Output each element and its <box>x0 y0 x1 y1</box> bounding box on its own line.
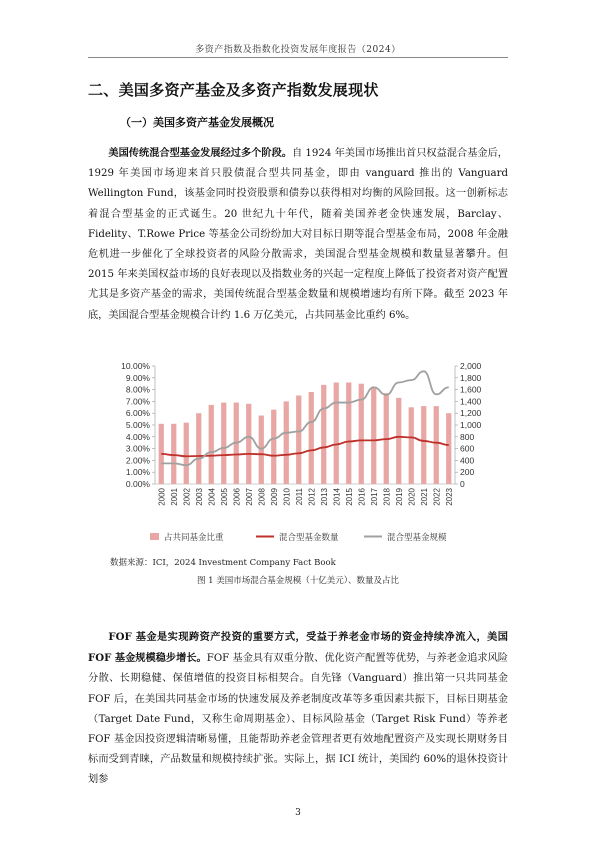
right-tick-label: 800 <box>460 431 475 442</box>
paragraph-1-body: 自 1924 年美国市场推出首只权益混合基金后，1929 年美国市场迎来首只股债混合型共同基金，即由 vanguard 推出的 Vanguard Wellington Fund，该基金同时投资股票和债券以获得相对均衡的风险回报。这一创新标志着混合型基金的正式诞生。20 世纪九十年代，随着美国养老金快速发展，Barclay、Fidelity、T.Rowe Price 等基金公司纷纷加大对目标日期等混合型基金布局，2008 年金融危机进一步催化了全球投资者的风险分散需求，美国混合型基金规模和数量显著攀升。但 2015 年来美国权益市场的良好表现以及指数业务的兴起一定程度上降低了投资者对资产配置尤其是多资产基金的需求，美国传统混合型基金数量和规模增速均有所下降。截至 2023 年底，美国混合型基金规模合计约 1.6 万亿美元，占共同基金比重约 6%。 <box>88 148 508 321</box>
bar-share <box>409 407 414 484</box>
x-tick-label: 2017 <box>369 488 379 506</box>
right-tick-label: 200 <box>460 467 475 478</box>
paragraph-2-body: FOF 基金具有双重分散、优化资产配置等优势，与养老金追求风险分散、长期稳健、保值增值的投资目标相契合。自先锋（Vanguard）推出第一只共同基金 FOF 后，在美国共同基金市场的快速发展及养老制度改革等多重因素共振下，目标日期基金（Target Date Fund，又称生命周期基金）、目标风险基金（Target Risk Fund）等养老 FOF 基金因投资逻辑清晰易懂，且能帮助养老金管理者更有效地配置资产及实现长期财务目标而受到青睐，产品数量和规模持续扩张。实际上，据 ICI 统计，美国约 60%的退休投资计划参 <box>88 653 508 786</box>
paragraph-2-lead: FOF 基金是实现跨资产投资的重要方式，受益于养老金市场的资金持续净流入，美国 FOF 基金规模稳步增长。 <box>88 631 508 665</box>
x-tick-label: 2011 <box>294 488 304 506</box>
bar-share <box>271 410 276 484</box>
bar-share <box>309 392 314 484</box>
left-tick-label: 3.00% <box>125 443 150 454</box>
paragraph-1 <box>88 143 508 326</box>
left-tick-label: 9.00% <box>125 372 150 383</box>
right-tick-label: 1,200 <box>460 408 482 419</box>
bar-share <box>246 404 251 484</box>
x-tick-label: 2000 <box>157 488 167 506</box>
section-title: 二、美国多资产基金及多资产指数发展现状 <box>88 81 379 99</box>
legend-label: 混合型基金数量 <box>279 532 339 542</box>
bar-share <box>259 416 264 484</box>
x-tick-label: 2014 <box>332 488 342 506</box>
line-fund-count <box>161 437 449 456</box>
x-tick-label: 2022 <box>432 488 442 506</box>
x-tick-label: 2005 <box>219 488 229 506</box>
right-tick-label: 2,000 <box>460 361 482 371</box>
x-tick-label: 2002 <box>182 488 192 506</box>
page-number: 3 <box>295 808 301 818</box>
right-tick-label: 400 <box>460 455 475 466</box>
bar-share <box>221 403 226 484</box>
left-tick-label: 10.00% <box>121 361 150 371</box>
left-tick-label: 4.00% <box>125 431 150 442</box>
left-tick-label: 1.00% <box>125 467 150 478</box>
legend-label: 占共同基金比重 <box>164 532 224 542</box>
left-tick-label: 0.00% <box>125 479 150 489</box>
right-tick-label: 0 <box>460 479 465 489</box>
x-tick-label: 2004 <box>207 488 217 506</box>
right-tick-label: 1,600 <box>460 384 482 395</box>
paragraph-2 <box>88 627 508 791</box>
header-rule <box>88 57 508 58</box>
x-tick-label: 2003 <box>194 488 204 506</box>
x-tick-label: 2021 <box>419 488 429 506</box>
left-tick-label: 8.00% <box>125 384 150 395</box>
x-tick-label: 2013 <box>319 488 329 506</box>
x-tick-label: 2009 <box>269 488 279 506</box>
left-tick-label: 7.00% <box>125 396 150 407</box>
bar-share <box>371 387 376 484</box>
paragraph-1-lead: 美国传统混合型基金发展经过多个阶段。 <box>108 147 292 159</box>
x-tick-label: 2007 <box>244 488 254 506</box>
figure-caption: 图 1 美国市场混合基金规模（十亿美元）、数量及占比 <box>196 576 400 586</box>
left-tick-label: 2.00% <box>125 455 150 466</box>
left-tick-label: 6.00% <box>125 408 150 419</box>
legend-swatch-share <box>150 533 159 540</box>
running-header: 多资产指数及指数化投资发展年度报告（2024） <box>195 45 401 55</box>
bar-share <box>334 383 339 484</box>
bar-share <box>321 385 326 484</box>
x-tick-label: 2015 <box>344 488 354 506</box>
bar-share <box>396 398 401 484</box>
right-tick-label: 1,400 <box>460 396 482 407</box>
left-tick-label: 5.00% <box>125 420 150 430</box>
bar-share <box>196 413 201 484</box>
x-tick-label: 2012 <box>307 488 317 506</box>
bar-share <box>446 413 451 484</box>
bar-share <box>171 424 176 484</box>
subsection-title: （一）美国多资产基金发展概况 <box>120 116 274 129</box>
bar-share <box>421 406 426 484</box>
x-tick-label: 2019 <box>394 488 404 506</box>
legend-label: 混合型基金规模 <box>387 532 447 542</box>
bar-share <box>434 406 439 484</box>
x-tick-label: 2001 <box>169 488 179 506</box>
bar-share <box>184 423 189 484</box>
bar-share <box>284 401 289 484</box>
x-tick-label: 2020 <box>407 488 417 506</box>
x-tick-label: 2023 <box>444 488 454 506</box>
mixed-fund-chart <box>110 358 490 550</box>
right-tick-label: 1,000 <box>460 420 482 430</box>
x-tick-label: 2006 <box>232 488 242 506</box>
right-tick-label: 1,800 <box>460 372 482 383</box>
chart-source: 数据来源：ICI，2024 Investment Company Fact Book <box>110 558 336 568</box>
x-tick-label: 2008 <box>257 488 267 506</box>
bar-share <box>209 405 214 484</box>
x-tick-label: 2010 <box>282 488 292 506</box>
bar-share <box>346 383 351 484</box>
right-tick-label: 600 <box>460 443 475 454</box>
x-tick-label: 2016 <box>357 488 367 506</box>
bar-share <box>296 396 301 485</box>
x-tick-label: 2018 <box>382 488 392 506</box>
